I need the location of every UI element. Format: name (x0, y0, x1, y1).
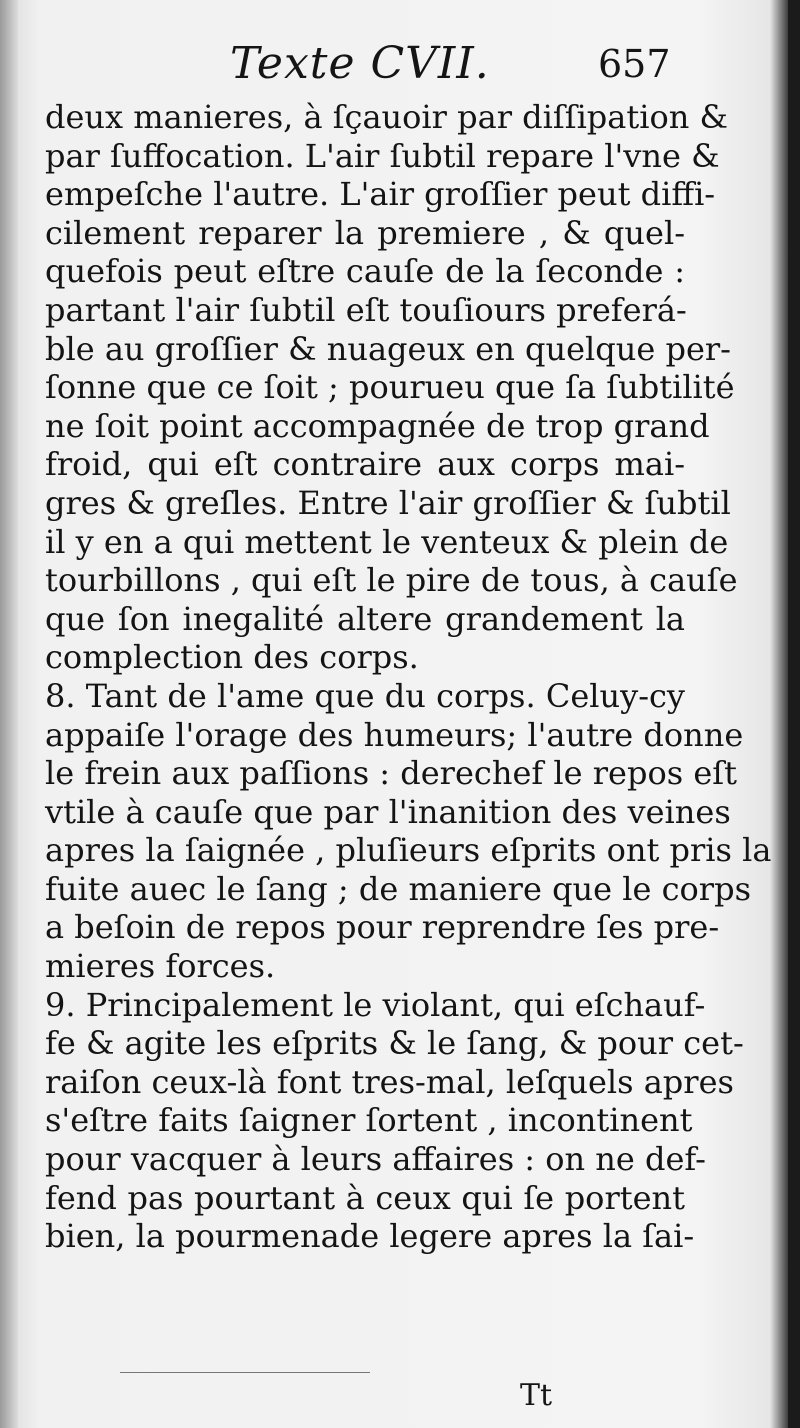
text-line: quefois peut eſtre cauſe de la ſeconde : (45, 252, 685, 291)
page-gutter-shadow (0, 0, 18, 1428)
text-line: ne ſoit point accompagnée de trop grand (45, 406, 710, 445)
text-line: apres la ſaignée , pluſieurs eſprits ont pris la (45, 831, 772, 870)
text-line: vtile à cauſe que par l'inanition des veines (45, 792, 731, 831)
text-line: s'eſtre faits ſaigner ſortent , incontinent (45, 1101, 693, 1140)
text-line: pour vacquer à leurs affaires : on ne def- (45, 1140, 706, 1179)
text-line: il y en a qui mettent le venteux & plein de (45, 522, 729, 561)
text-line: tourbillons , qui eſt le pire de tous, à cauſe (45, 561, 738, 600)
text-line: par ſuffocation. L'air ſubtil repare l'vne & (45, 136, 720, 175)
page-number: 657 (598, 42, 671, 86)
text-line: 9. Principalement le violant, qui eſchauf- (45, 985, 706, 1024)
text-line: que ſon inegalité altere grandement la (45, 599, 685, 638)
text-line: a beſoin de repos pour reprendre ſes pre- (45, 908, 720, 947)
body-text (45, 98, 772, 1256)
text-line: appaiſe l'orage des humeurs; l'autre donne (45, 715, 744, 754)
text-line: fe & agite les eſprits & le ſang, & pour cet- (45, 1024, 744, 1063)
text-line: empeſche l'autre. L'air groſſier peut diffi- (45, 175, 716, 214)
text-line: mieres forces. (45, 947, 276, 986)
text-line: bien, la pourmenade legere apres la ſai- (45, 1217, 695, 1256)
text-line: complection des corps. (45, 638, 419, 677)
catchword: Tt (520, 1378, 553, 1413)
text-line: gres & greſles. Entre l'air groſſier & ſubtil (45, 483, 731, 522)
text-line: 8. Tant de l'ame que du corps. Celuy-cy (45, 676, 685, 715)
text-line: deux manieres, à ſçauoir par diſſipation & (45, 98, 728, 136)
text-line: ſonne que ce ſoit ; pourueu que ſa ſubtilité (45, 368, 735, 407)
text-line: fend pas pourtant à ceux qui ſe portent (45, 1178, 685, 1217)
text-line: raiſon ceux-là font tres-mal, leſquels apres (45, 1062, 734, 1101)
text-line: ble au groſſier & nuageux en quelque per- (45, 329, 731, 368)
text-line: partant l'air ſubtil eſt touſiours preferá- (45, 290, 687, 329)
page-header (0, 38, 800, 98)
running-title: Texte CVII. (230, 38, 490, 89)
text-line: cilement reparer la premiere , & quel- (45, 213, 685, 252)
text-line: le frein aux paſſions : derechef le repos eſt (45, 754, 737, 793)
text-line: fuite auec le ſang ; de maniere que le corps (45, 869, 751, 908)
bottom-smudge-line (120, 1372, 370, 1373)
text-line: froid, qui eſt contraire aux corps mai- (45, 445, 685, 484)
page-edge-dark (788, 0, 800, 1428)
